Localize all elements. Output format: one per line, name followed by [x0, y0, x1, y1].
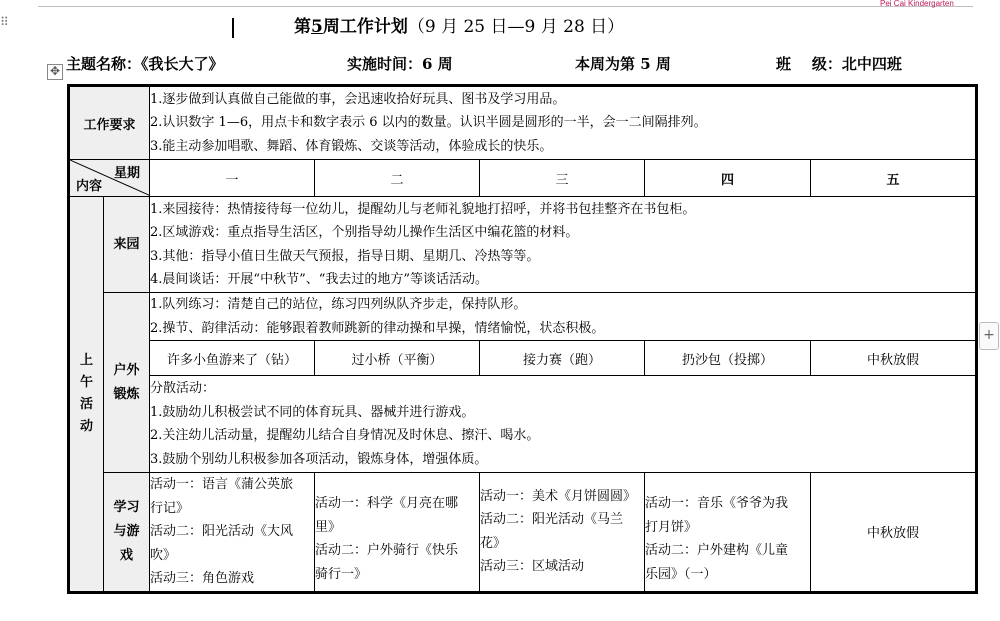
corner-label-weekday: 星期: [114, 166, 141, 181]
outdoor-daily-row: [69, 341, 977, 376]
outdoor-row: [69, 293, 977, 341]
requirements-content: [150, 86, 977, 160]
outdoor-item: 2.操节、韵律活动：能够跟着教师跳新的律动操和早操，情绪愉悦，状态积极。: [150, 320, 605, 336]
weekday-header-row: [69, 160, 977, 197]
requirements-row: [69, 86, 977, 160]
weekday-corner-cell: [69, 160, 150, 197]
weekday-header: 二: [315, 160, 480, 197]
free-activity-item: 1.鼓励幼儿积极尝试不同的体育玩具、器械并进行游戏。: [150, 404, 475, 420]
arrival-label: 来园: [104, 197, 150, 293]
table-move-handle-icon[interactable]: ✥: [47, 64, 63, 80]
title-prefix: 第: [294, 17, 311, 37]
weekday-header: 三: [480, 160, 645, 197]
drag-grip-icon[interactable]: ⠿: [0, 15, 9, 29]
weekly-plan-table: [67, 84, 978, 594]
outdoor-daily-activity: 扔沙包（投掷）: [645, 341, 811, 376]
free-activity-item: 分散活动：: [150, 381, 216, 396]
title-suffix: 周工作计划: [322, 17, 408, 37]
arrival-row: [69, 197, 977, 293]
arrival-item: 1.来园接待：热情接待每一位幼儿，提醒幼儿与老师礼貌地打招呼，并将书包挂整齐在书包柜。: [150, 201, 696, 217]
outdoor-label: 户外锻炼: [104, 293, 150, 473]
outdoor-item: 1.队列练习：清楚自己的站位，练习四列纵队齐步走，保持队形。: [150, 297, 527, 312]
weekday-header: 一: [150, 160, 315, 197]
title-week-number: 5: [311, 17, 323, 37]
morning-activities-label: 上午活动: [69, 197, 104, 593]
free-activity-item: 2.关注幼儿活动量，提醒幼儿结合自身情况及时休息、擦汗、喝水。: [150, 428, 540, 443]
free-activity-row: [69, 376, 977, 473]
text-cursor: [232, 18, 234, 38]
study-day-cell: 中秋放假: [811, 473, 977, 593]
implementation-time: 实施时间：6 周: [347, 55, 453, 73]
weekday-header: 五: [811, 160, 977, 197]
study-day-cell: 活动一：科学《月亮在哪 里》 活动二：户外骑行《快乐 骑行一》: [315, 473, 480, 593]
kindergarten-logo: Pei Cai Kindergarten: [880, 0, 954, 8]
page-top-rule: [38, 6, 973, 7]
page-title: [294, 16, 624, 38]
arrival-content: [150, 197, 977, 293]
outdoor-daily-activity: 接力赛（跑）: [480, 341, 645, 376]
free-activity-content: [150, 376, 977, 473]
corner-label-content: 内容: [76, 179, 103, 194]
free-activity-item: 3.鼓励个别幼儿积极参加各项活动，锻炼身体，增强体质。: [150, 451, 488, 467]
arrival-item: 2.区域游戏：重点指导生活区，个别指导幼儿操作生活区中编花篮的材料。: [150, 225, 579, 240]
current-week: 本周为第 5 周: [575, 55, 671, 73]
requirements-label: 工作要求: [69, 86, 150, 160]
class-name: 班 级：北中四班: [776, 55, 902, 73]
study-day-cell: 活动一：语言《蒲公英旅 行记》 活动二：阳光活动《大风 吹》 活动三：角色游戏: [150, 473, 315, 593]
theme-name: 主题名称：《我长大了》: [66, 55, 224, 73]
study-day-cell: 活动一：美术《月饼圆圆》 活动二：阳光活动《马兰 花》 活动三：区域活动: [480, 473, 645, 593]
study-label: 学习与游戏: [104, 473, 150, 593]
outdoor-daily-activity: 过小桥（平衡）: [315, 341, 480, 376]
study-day-cell: 活动一：音乐《爷爷为我 打月饼》 活动二：户外建构《儿童 乐园》（一）: [645, 473, 811, 593]
requirement-item: 1.逐步做到认真做自己能做的事，会迅速收拾好玩具、图书及学习用品。: [150, 91, 566, 107]
study-row: [69, 473, 977, 593]
outdoor-content: [150, 293, 977, 341]
outdoor-daily-activity: 中秋放假: [811, 341, 977, 376]
title-dates: （9 月 25 日—9 月 28 日）: [407, 17, 625, 37]
requirement-item: 2.认识数字 1—6，用点卡和数字表示 6 以内的数量。认识半圆是圆形的一半，会一二间隔排列。: [150, 115, 707, 131]
add-column-button[interactable]: +: [979, 322, 999, 350]
arrival-item: 3.其他：指导小值日生做天气预报，指导日期、星期几、冷热等等。: [150, 248, 540, 264]
requirement-item: 3.能主动参加唱歌、舞蹈、体育锻炼、交谈等活动，体验成长的快乐。: [150, 138, 553, 154]
outdoor-daily-activity: 许多小鱼游来了（钻）: [150, 341, 315, 376]
weekday-header: 四: [645, 160, 811, 197]
arrival-item: 4.晨间谈话：开展“中秋节”、“我去过的地方”等谈话活动。: [150, 272, 489, 287]
